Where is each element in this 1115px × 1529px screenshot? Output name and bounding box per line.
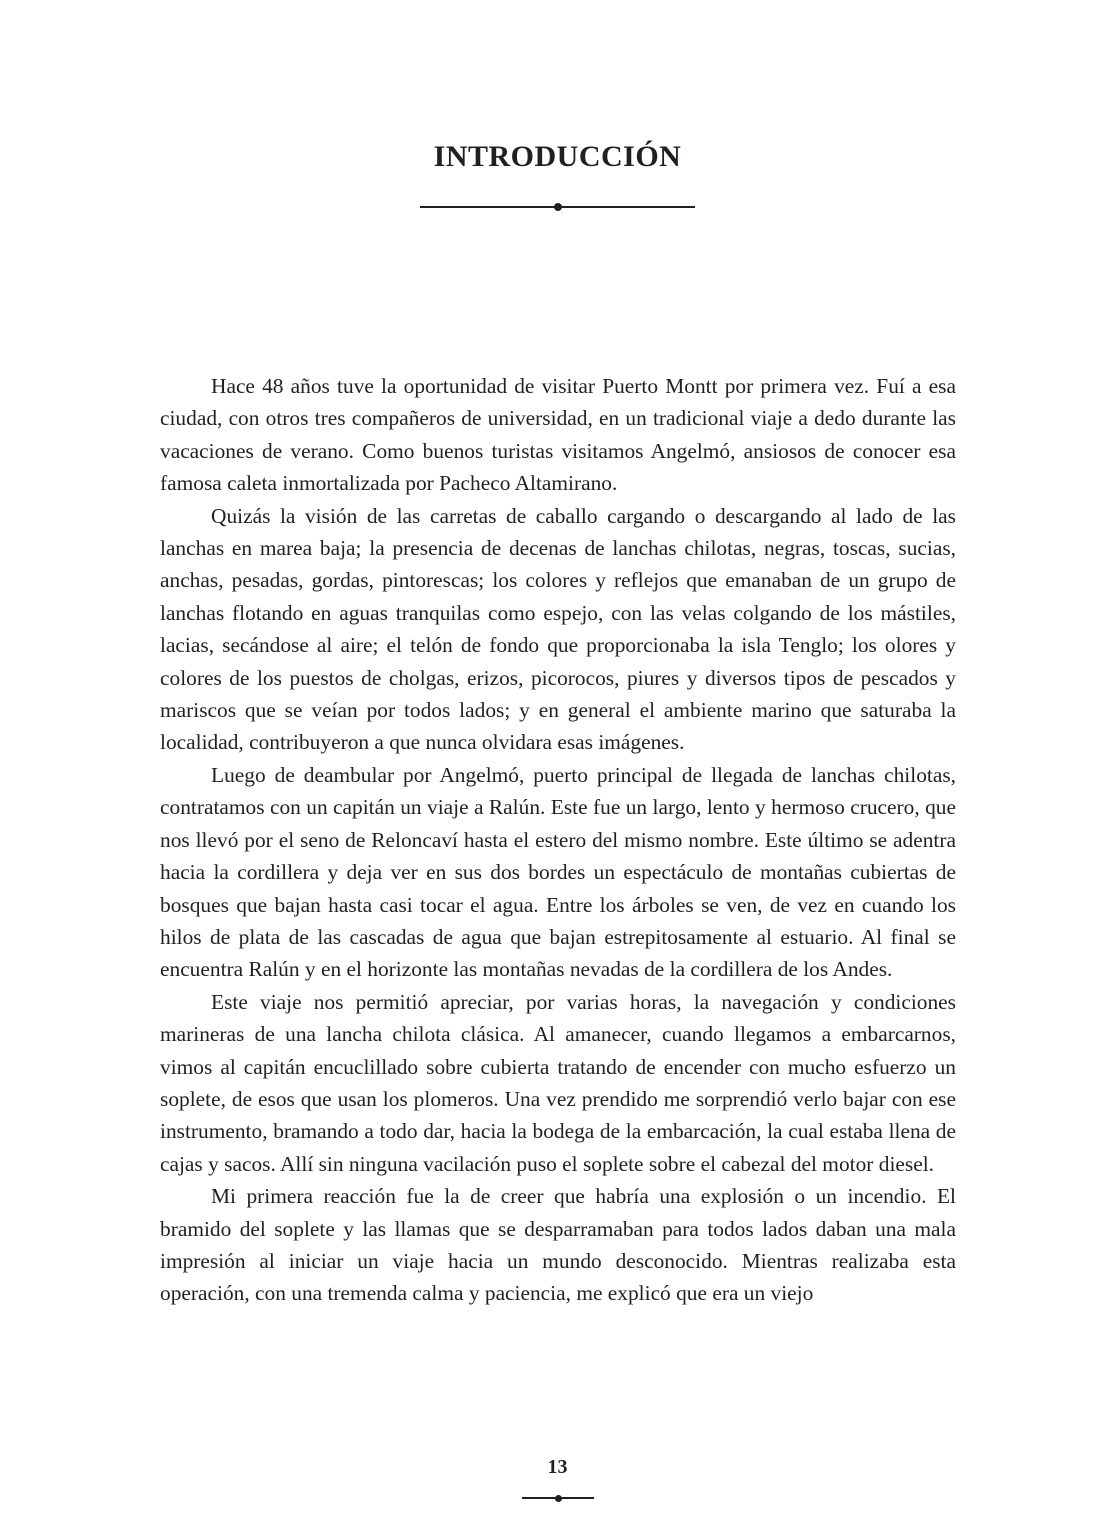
ornament-dot-icon (555, 1495, 562, 1502)
paragraph-1: Hace 48 años tuve la oportunidad de visitar Puerto Montt por primera vez. Fuí a esa ciudad, con otros tres compañeros de universidad, en un tradicional viaje a dedo durante las vacaciones de verano. Como buenos turistas visitamos Angelmó, ansiosos de conocer esa famosa caleta inmortalizada por Pacheco Altamirano. (160, 374, 956, 496)
body-text (160, 370, 956, 1310)
paragraph-5: Mi primera reacción fue la de creer que habría una explosión o un incendio. El bramido del soplete y las llamas que se desparramaban para todos lados daban una mala impresión al iniciar un viaje hacia un mundo desconocido. Mientras realizaba esta operación, con una tremenda calma y paciencia, me explicó que era un viejo (160, 1184, 956, 1306)
ornament-dot-icon (554, 203, 562, 211)
page-number: 13 (547, 1456, 568, 1478)
paragraph-3: Luego de deambular por Angelmó, puerto principal de llegada de lanchas chilotas, contratamos con un capitán un viaje a Ralún. Este fue un largo, lento y hermoso crucero, que nos llevó por el seno de Reloncaví hasta el estero del mismo nombre. Este último se adentra hacia la cordillera y deja ver en sus dos bordes un espectáculo de montañas cubiertas de bosques que bajan hasta casi tocar el agua. Entre los árboles se ven, de vez en cuando los hilos de plata de las cascadas de agua que bajan estrepitosamente al estuario. Al final se encuentra Ralún y en el horizonte las montañas nevadas de la cordillera de los Andes. (160, 762, 956, 982)
chapter-title: INTRODUCCIÓN (433, 140, 682, 173)
paragraph-2: Quizás la visión de las carretas de caballo cargando o descargando al lado de las lanchas en marea baja; la presencia de decenas de lanchas chilotas, negras, toscas, sucias, anchas, pesadas, gordas, pintorescas; los colores y reflejos que emanaban de un grupo de lanchas flotando en aguas tranquilas como espejo, con las velas colgando de los mástiles, lacias, secándose al aire; el telón de fondo que proporcionaba la isla Tenglo; los olores y colores de los puestos de cholgas, erizos, picorocos, piures y diversos tipos de pescados y mariscos que se veían por todos lados; y en general el ambiente marino que saturaba la localidad, contribuyeron a que nunca olvidara esas imágenes. (160, 503, 956, 755)
footer-ornament-divider (522, 1497, 594, 1499)
paragraph-4: Este viaje nos permitió apreciar, por varias horas, la navegación y condiciones marineras de una lancha chilota clásica. Al amanecer, cuando llegamos a embarcarnos, vimos al capitán encuclillado sobre cubierta tratando de encender con mucho esfuerzo un soplete, de esos que usan los plomeros. Una vez prendido me sorprendió verlo bajar con ese instrumento, bramando a todo dar, hacia la bodega de la embarcación, la cual estaba llena de cajas y sacos. Allí sin ninguna vacilación puso el soplete sobre el cabezal del motor diesel. (160, 989, 956, 1176)
title-ornament-divider (420, 206, 695, 208)
